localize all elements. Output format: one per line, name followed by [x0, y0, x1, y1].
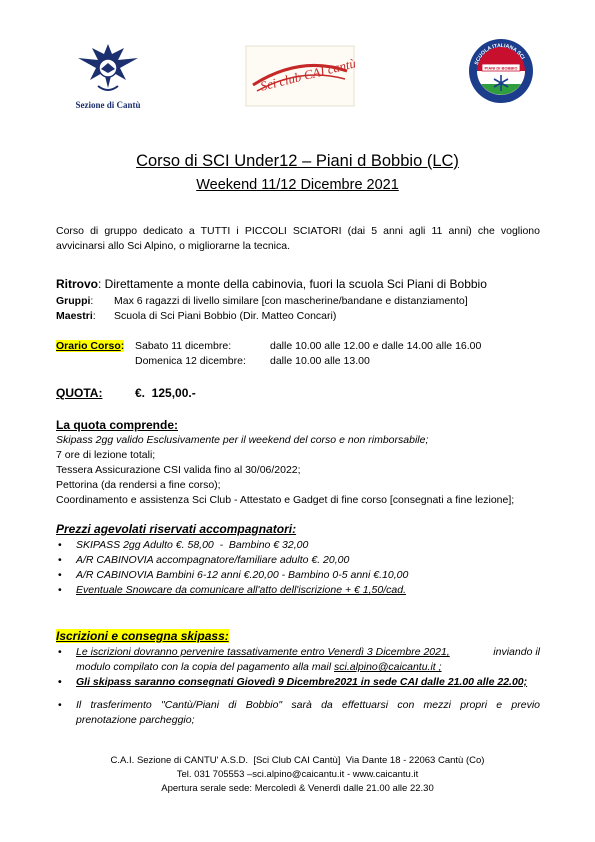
- iscrizioni-item-1: [56, 645, 540, 660]
- iscrizioni-list: [56, 645, 540, 728]
- maestri-row: Maestri:: [56, 310, 96, 322]
- quota-label: QUOTA:: [56, 386, 103, 400]
- intro-line-1: Corso di gruppo dedicato a TUTTI i PICCOLI SCIATORI (dai 5 anni agli 11 anni) che vogliono: [56, 225, 540, 237]
- iscrizioni-item-1-cont: [56, 660, 540, 675]
- comprende-line: Coordinamento e assistenza Sci Club - Attestato e Gadget di fine corso [consegnati a fine lezione];: [56, 494, 515, 506]
- intro-line-2: avvicinarsi allo Sci Alpino, o migliorarne la tecnica.: [56, 240, 291, 252]
- comprende-line: Pettorina (da rendersi a fine corso);: [56, 479, 221, 491]
- comprende-line: Tessera Assicurazione CSI valida fino al 30/06/2022;: [56, 464, 301, 476]
- scuola-logo-ring-text: SCUOLA ITALIANA SCI: [473, 42, 526, 66]
- sci-club-logo: [245, 45, 355, 107]
- comprende-line: Skipass 2gg valido Esclusivamente per il weekend del corso e non rimborsabile;: [56, 434, 429, 446]
- page-title: Corso di SCI Under12 – Piani d Bobbio (LC): [136, 152, 459, 170]
- comprende-list: [56, 433, 556, 508]
- orario-time-1: dalle 10.00 alle 12.00 e dalle 14.00 alle 16.00: [270, 340, 482, 352]
- gruppi-label: Gruppi: [56, 295, 91, 307]
- iscrizioni-item-1-line2: modulo compilato con la copia del pagamento alla mail: [76, 661, 332, 673]
- ritrovo-label: Ritrovo: [56, 277, 98, 291]
- orario-day-2: Domenica 12 dicembre:: [135, 355, 246, 367]
- footer-line-3: Apertura serale sede: Mercoledì & Venerdì dalle 21.00 alle 22.30: [161, 783, 434, 794]
- iscrizioni-deadline: Le iscrizioni dovranno pervenire tassativamente entro Venerdì 3 Dicembre 2021,: [76, 646, 450, 658]
- iscrizioni-item-3-line1: • Il trasferimento "Cantù/Piani di Bobbio" sarà da effettuarsi con mezzi propri e previo: [56, 698, 540, 713]
- maestri-text: Scuola di Sci Piani Bobbio (Dir. Matteo Concari): [114, 310, 337, 322]
- iscrizioni-item-3-line2: prenotazione parcheggio;: [76, 714, 195, 726]
- orario-label-wrap: Orario Corso:: [56, 340, 125, 352]
- comprende-line: 7 ore di lezione totali;: [56, 449, 156, 461]
- ritrovo-text: : Direttamente a monte della cabinovia, fuori la scuola Sci Piani di Bobbio: [98, 277, 487, 291]
- prezzi-list: [56, 538, 546, 598]
- orario-day-1: Sabato 11 dicembre:: [135, 340, 232, 352]
- ritrovo-row: [56, 277, 487, 291]
- orario-label: Orario Corso: [56, 340, 121, 352]
- page-subtitle: Weekend 11/12 Dicembre 2021: [196, 177, 399, 193]
- gruppi-row: Gruppi:: [56, 295, 94, 307]
- orario-time-2: dalle 10.00 alle 13.00: [270, 355, 370, 367]
- iscrizioni-item-2: • Gli skipass saranno consegnati Giovedì 9 Dicembre2021 in sede CAI dalle 21.00 alle 22.00;: [56, 675, 540, 690]
- cai-eagle-emblem: [68, 40, 148, 98]
- prezzi-item: • Eventuale Snowcare da comunicare all'atto dell'iscrizione + € 1,50/cad.: [56, 583, 546, 598]
- footer-line-1: C.A.I. Sezione di CANTU' A.S.D. [Sci Club CAI Cantù] Via Dante 18 - 22063 Cantù (Co): [110, 755, 485, 766]
- iscrizioni-item-1-rest: inviando il: [493, 646, 540, 658]
- prezzi-item: • SKIPASS 2gg Adulto €. 58,00 - Bambino € 32,00: [56, 538, 546, 553]
- iscrizioni-title: Iscrizioni e consegna skipass:: [56, 629, 229, 643]
- scuola-logo-banner: PIANI DI BOBBIO: [484, 65, 518, 71]
- comprende-title: La quota comprende:: [56, 418, 179, 432]
- gruppi-text: Max 6 ragazzi di livello similare [con mascherine/bandane e distanziamento]: [114, 295, 468, 307]
- scuola-italiana-sci-logo: [468, 38, 534, 104]
- cai-logo: [68, 40, 148, 112]
- iscrizioni-email-link[interactable]: sci.alpino@caicantu.it ;: [334, 661, 442, 673]
- footer-line-2: Tel. 031 705553 –sci.alpino@caicantu.it - www.caicantu.it: [176, 769, 419, 780]
- prezzi-item: • A/R CABINOVIA accompagnatore/familiare adulto €. 20,00: [56, 553, 546, 568]
- maestri-label: Maestri: [56, 310, 93, 322]
- prezzi-title: Prezzi agevolati riservati accompagnatori:: [56, 522, 297, 536]
- sci-club-logo-text: Sci club CAI cantù: [258, 55, 355, 94]
- quota-value: €. 125,00.-: [135, 386, 196, 400]
- prezzi-item: • A/R CABINOVIA Bambini 6-12 anni €.20,00 - Bambino 0-5 anni €.10,00: [56, 568, 546, 583]
- cai-logo-caption: Sezione di Cantù: [75, 100, 141, 110]
